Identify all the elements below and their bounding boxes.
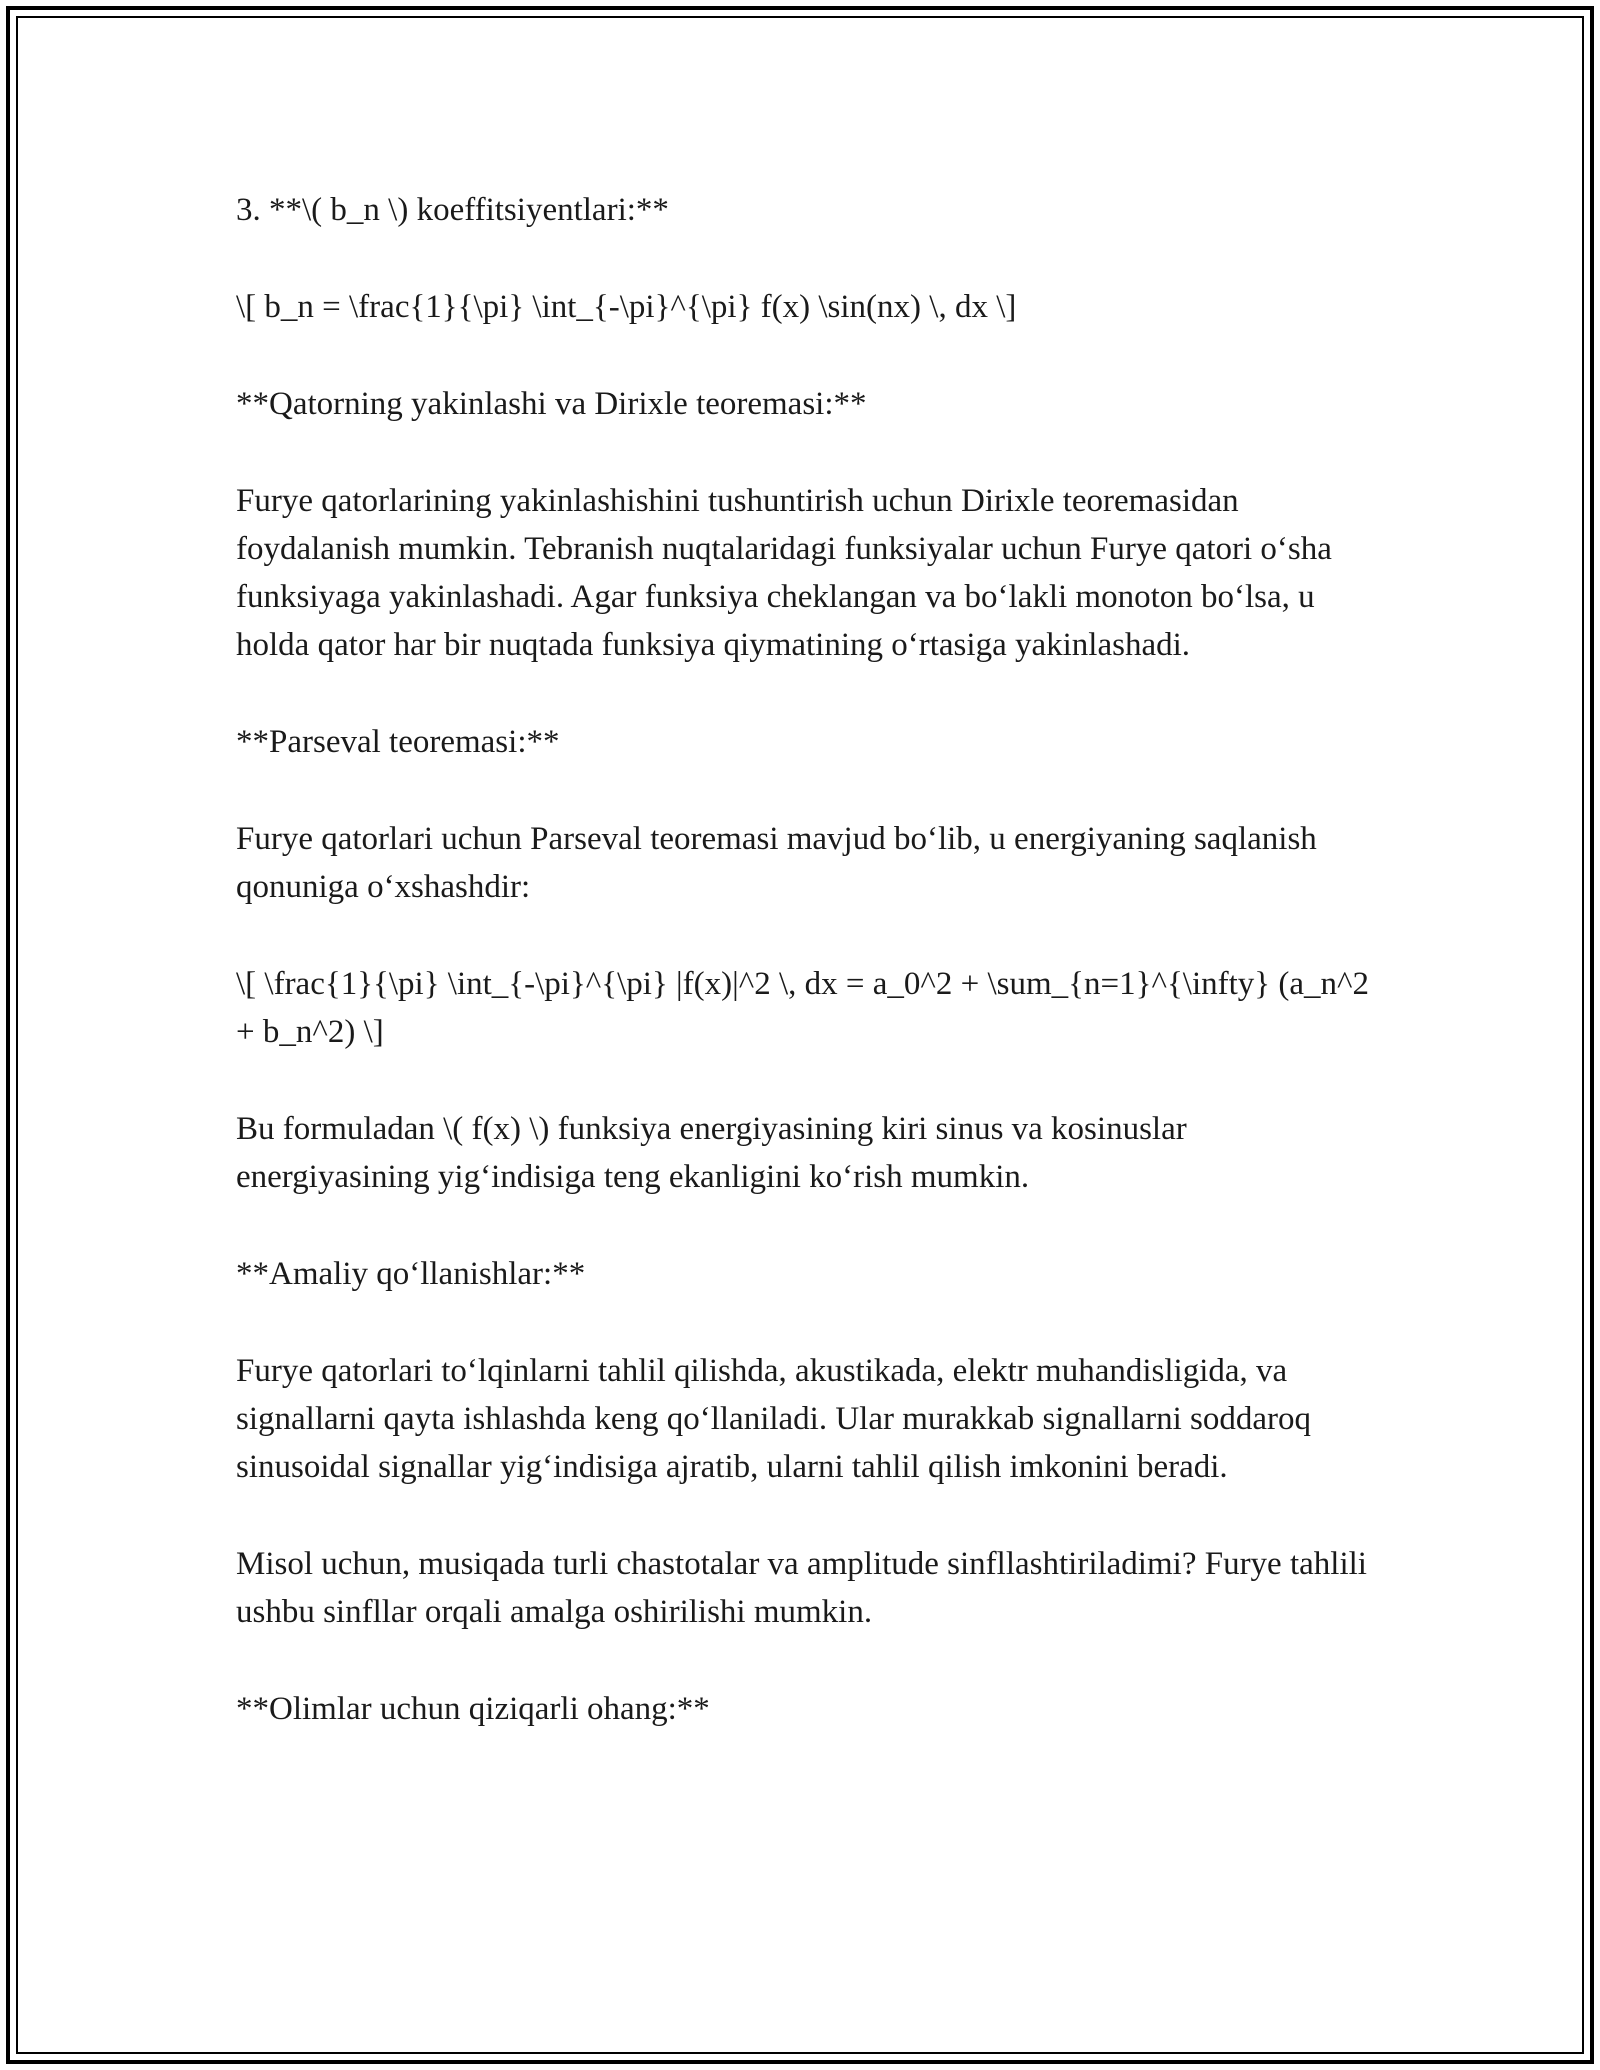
formula-parseval: \[ \frac{1}{\pi} \int_{-\pi}^{\pi} |f(x)|^2 \, dx = a_0^2 + \sum_{n=1}^{\infty} (a_n^2 + b_n^2) \]: [236, 966, 1378, 1050]
heading-applications: **Amaliy qo‘llanishlar:**: [236, 1256, 586, 1292]
formula-bn: \[ b_n = \frac{1}{\pi} \int_{-\pi}^{\pi} f(x) \sin(nx) \, dx \]: [236, 289, 1017, 325]
heading-parseval: **Parseval teoremasi:**: [236, 724, 560, 760]
paragraph-parseval: Furye qatorlari uchun Parseval teoremasi mavjud bo‘lib, u energiyaning saqlanish qonuniga o‘xshashdir:: [236, 821, 1326, 905]
paragraph-applications: Furye qatorlari to‘lqinlarni tahlil qilishda, akustikada, elektr muhandisligida, va signallarni qayta ishlashda keng qo‘llaniladi. Ular murakkab signallarni soddaroq sinusoidal signallar yig‘indisiga ajratib, ularni tahlil qilish imkonini beradi.: [236, 1353, 1320, 1485]
document-body: [236, 186, 1376, 1733]
list-item-bn-coefficients: 3. **\( b_n \) koeffitsiyentlari:**: [236, 192, 669, 228]
paragraph-convergence: Furye qatorlarining yakinlashishini tushuntirish uchun Dirixle teoremasidan foydalanish mumkin. Tebranish nuqtalaridagi funksiyalar uchun Furye qatori o‘sha funksiyaga yakinlashadi. Agar funksiya cheklangan va bo‘lakli monoton bo‘lsa, u holda qator har bir nuqtada funksiya qiymatining o‘rtasiga yakinlashadi.: [236, 483, 1341, 663]
heading-convergence-dirichlet: **Qatorning yakinlashi va Dirixle teoremasi:**: [236, 386, 867, 422]
paragraph-music-example: Misol uchun, musiqada turli chastotalar va amplitude sinfllashtiriladimi? Furye tahlili ushbu sinfllar orqali amalga oshirilishi mumkin.: [236, 1546, 1376, 1630]
paragraph-energy: Bu formuladan \( f(x) \) funksiya energiyasining kiri sinus va kosinuslar energiyasining yig‘indisiga teng ekanligini ko‘rish mumkin.: [236, 1111, 1195, 1195]
heading-scientists: **Olimlar uchun qiziqarli ohang:**: [236, 1691, 710, 1727]
